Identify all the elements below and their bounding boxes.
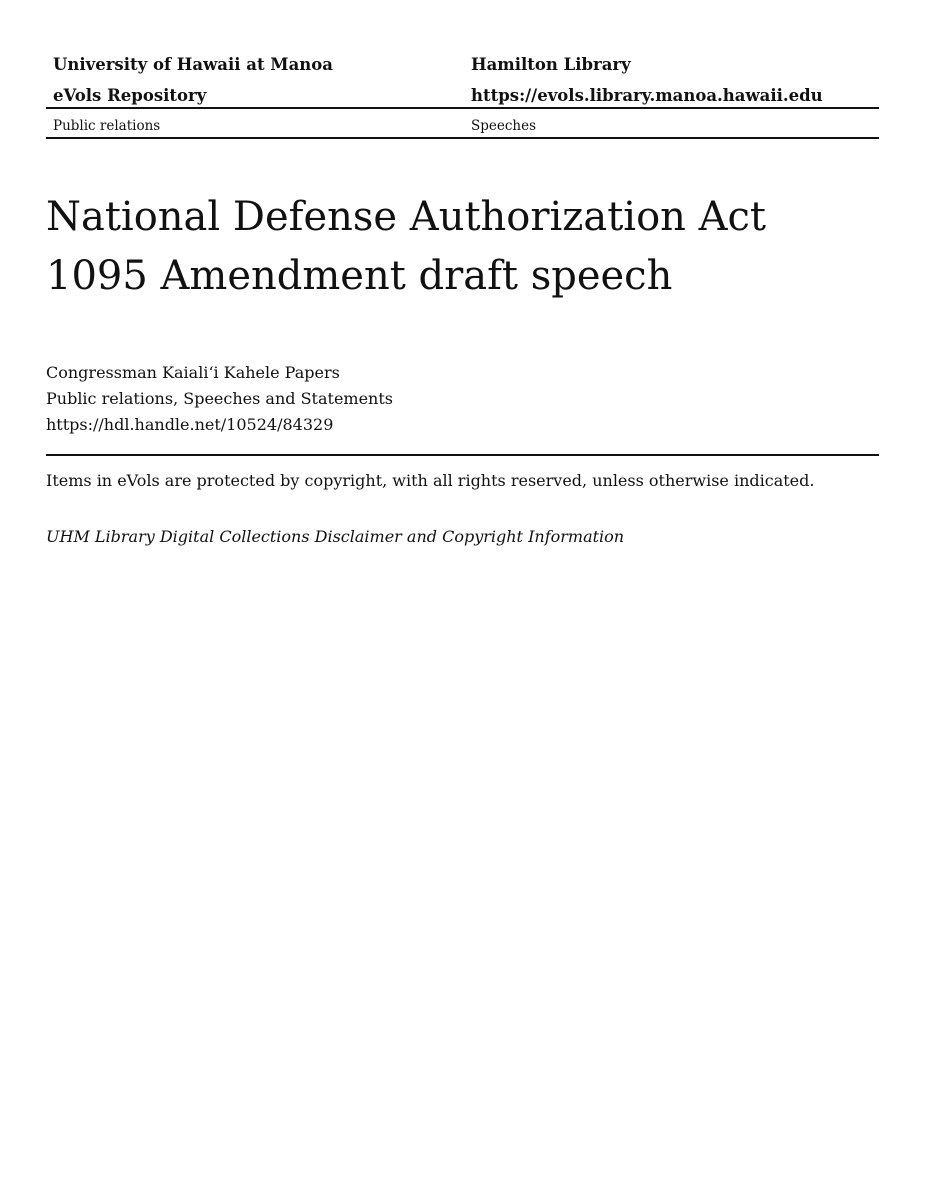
repository-name: eVols Repository (53, 86, 207, 105)
series-name: Public relations, Speeches and Statements (46, 389, 393, 408)
repository-url-link[interactable]: https://evols.library.manoa.hawaii.edu (471, 86, 823, 105)
collection-category: Public relations (53, 118, 161, 134)
header-divider-bottom (46, 137, 879, 139)
title-line-2: 1095 Amendment draft speech (46, 253, 673, 299)
header-row-1 (46, 52, 879, 83)
handle-link[interactable]: https://hdl.handle.net/10524/84329 (46, 415, 334, 434)
document-metadata (46, 360, 393, 438)
footer-divider (46, 454, 879, 456)
header-divider-top (46, 107, 879, 109)
disclaimer-link[interactable]: UHM Library Digital Collections Disclaimer and Copyright Information (46, 527, 625, 546)
copyright-notice: Items in eVols are protected by copyright, with all rights reserved, unless otherwise indicated. (46, 471, 815, 490)
collection-subcategory: Speeches (471, 118, 537, 134)
collection-name: Congressman Kaiali‘i Kahele Papers (46, 363, 340, 382)
header-row-2 (46, 83, 879, 114)
institution-name: University of Hawaii at Manoa (53, 55, 333, 74)
library-name: Hamilton Library (471, 55, 631, 74)
title-line-1: National Defense Authorization Act (46, 194, 766, 240)
header-table (46, 52, 879, 114)
document-title (46, 188, 879, 306)
